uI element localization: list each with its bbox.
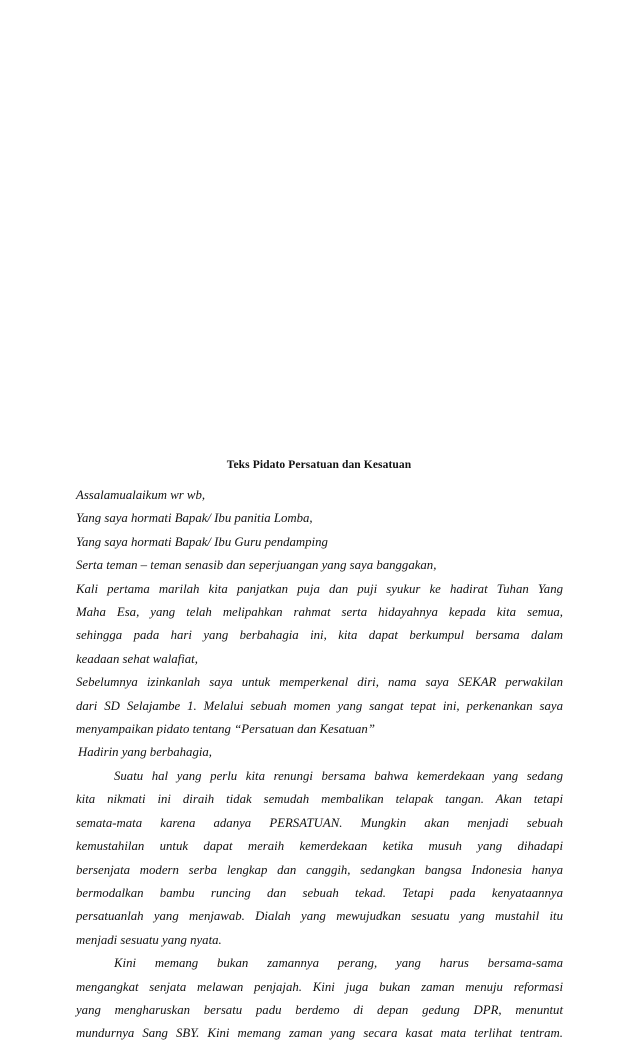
text-line: menjadi sesuatu yang nyata. bbox=[76, 932, 222, 947]
text-line: Suatu hal yang perlu kita renungi bersama bahwa kemerdekaan yang sedang bbox=[114, 768, 563, 783]
text-line: menyampaikan pidato tentang “Persatuan dan Kesatuan” bbox=[76, 722, 375, 737]
text-line: Sebelumnya izinkanlah saya untuk memperkenal diri, nama saya SEKAR perwakilan bbox=[76, 675, 563, 690]
text-line: kita nikmati ini diraih tidak semudah membalikan telapak tangan. Akan tetapi bbox=[76, 792, 563, 807]
text-line: Serta teman – teman senasib dan seperjuangan yang saya banggakan, bbox=[76, 558, 437, 573]
text-line: Maha Esa, yang telah melipahkan rahmat serta hidayahnya kepada kita semua, bbox=[76, 605, 563, 620]
text-line: dari SD Selajambe 1. Melalui sebuah momen yang sangat tepat ini, perkenankan saya bbox=[76, 698, 563, 713]
text-line: mundurnya Sang SBY. Kini memang zaman yang secara kasat mata terlihat tentram. bbox=[76, 1026, 563, 1041]
text-line: mengangkat senjata melawan penjajah. Kini juga bukan zaman menuju reformasi bbox=[76, 979, 563, 994]
text-line: bermodalkan bambu runcing dan sebuah tekad. Tetapi pada kenyataannya bbox=[76, 885, 563, 900]
text-line: Kali pertama marilah kita panjatkan puja dan puji syukur ke hadirat Tuhan Yang bbox=[76, 581, 563, 596]
text-line: Yang saya hormati Bapak/ Ibu panitia Lomba, bbox=[76, 511, 313, 526]
speech-body bbox=[76, 484, 563, 1046]
text-line: yang mengharuskan bersatu padu berdemo di depan gedung DPR, menuntut bbox=[76, 1002, 563, 1017]
text-line: Hadirin yang berbahagia, bbox=[78, 745, 213, 760]
text-line: Kini memang bukan zamannya perang, yang harus bersama-sama bbox=[114, 956, 563, 971]
text-line: persatuanlah yang menjawab. Dialah yang mewujudkan sesuatu yang mustahil itu bbox=[76, 909, 563, 924]
text-line: bersenjata modern serba lengkap dan canggih, sedangkan bangsa Indonesia hanya bbox=[76, 862, 563, 877]
text-line: semata-mata karena adanya PERSATUAN. Mungkin akan menjadi sebuah bbox=[76, 815, 563, 830]
text-line: kemustahilan untuk dapat meraih kemerdekaan ketika musuh yang dihadapi bbox=[76, 839, 563, 854]
text-line: Yang saya hormati Bapak/ Ibu Guru pendamping bbox=[76, 534, 328, 549]
text-line: sehingga pada hari yang berbahagia ini, kita dapat berkumpul bersama dalam bbox=[76, 628, 563, 643]
text-line: keadaan sehat walafiat, bbox=[76, 651, 198, 666]
text-line: Assalamualaikum wr wb, bbox=[76, 488, 206, 502]
document-title: Teks Pidato Persatuan dan Kesatuan bbox=[226, 459, 412, 471]
